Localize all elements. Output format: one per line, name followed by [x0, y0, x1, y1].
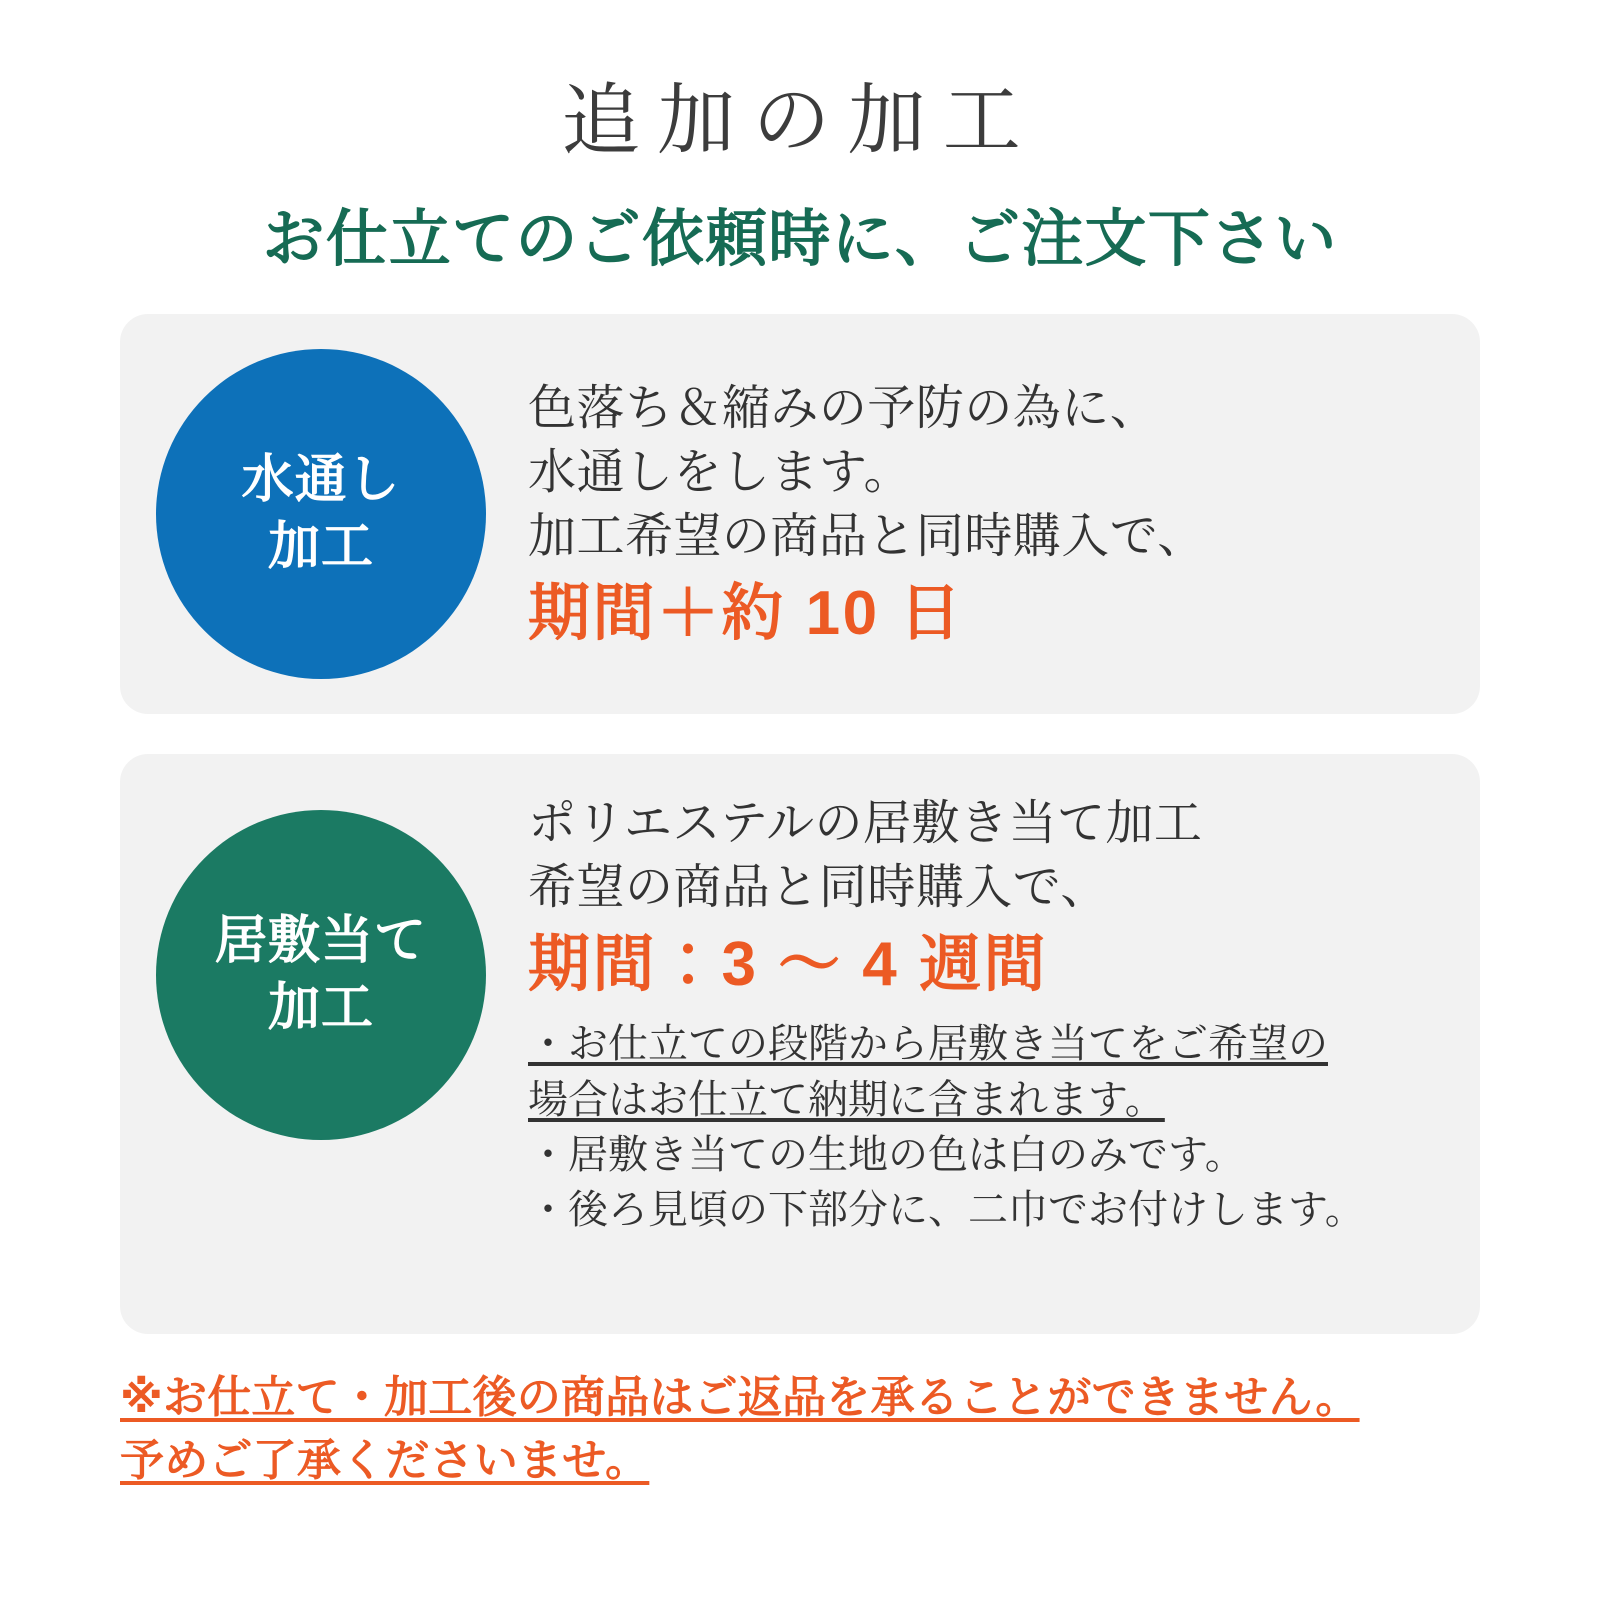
badge-ishikiate-line1: 居敷当て	[214, 912, 428, 971]
caution-line-1: ※お仕立て・加工後の商品はご返品を承ることができません。	[120, 1372, 1360, 1422]
caution-line-2: 予めご了承くださいませ。	[120, 1435, 650, 1485]
card-ishikiate-highlight: 期間：3 〜 4 週間	[528, 929, 1048, 999]
badge-mizutoshi-line1: 水通し	[241, 451, 401, 510]
card-ishikiate	[120, 754, 1480, 1334]
page-title: 追加の加工	[562, 76, 1038, 164]
badge-ishikiate	[156, 810, 486, 1140]
card-ishikiate-note-1	[528, 1017, 1440, 1072]
card-mizutoshi-line-3: 加工希望の商品と同時購入で、	[528, 509, 1206, 563]
card-mizutoshi-line-2: 水通しをします。	[528, 446, 913, 500]
card-mizutoshi	[120, 314, 1480, 714]
card-mizutoshi-line-1: 色落ち＆縮みの予防の為に、	[528, 382, 1159, 436]
card-ishikiate-note-2	[528, 1073, 1440, 1128]
card-ishikiate-note-4: ・後ろ見頃の下部分に、二巾でお付けします。	[528, 1188, 1365, 1233]
page-subtitle: お仕立てのご依頼時に、ご注文下さい	[262, 204, 1338, 274]
card-ishikiate-line-1: ポリエステルの居敷き当て加工	[528, 796, 1203, 850]
badge-mizutoshi-line2: 加工	[267, 517, 375, 576]
card-ishikiate-note-2-text: 場合はお仕立て納期に含まれます。	[528, 1077, 1165, 1122]
card-ishikiate-line-2: 希望の商品と同時購入で、	[528, 860, 1109, 914]
card-ishikiate-body	[486, 788, 1440, 1238]
card-mizutoshi-body	[486, 373, 1440, 654]
badge-mizutoshi	[156, 349, 486, 679]
badge-ishikiate-line2: 加工	[267, 978, 375, 1037]
card-ishikiate-notes	[528, 1017, 1440, 1238]
caution-block	[120, 1368, 1480, 1491]
card-mizutoshi-highlight: 期間＋約 10 日	[528, 578, 964, 648]
card-ishikiate-note-3: ・居敷き当ての生地の色は白のみです。	[528, 1132, 1245, 1177]
card-ishikiate-note-1-text: ・お仕立ての段階から居敷き当てをご希望の	[528, 1022, 1328, 1067]
